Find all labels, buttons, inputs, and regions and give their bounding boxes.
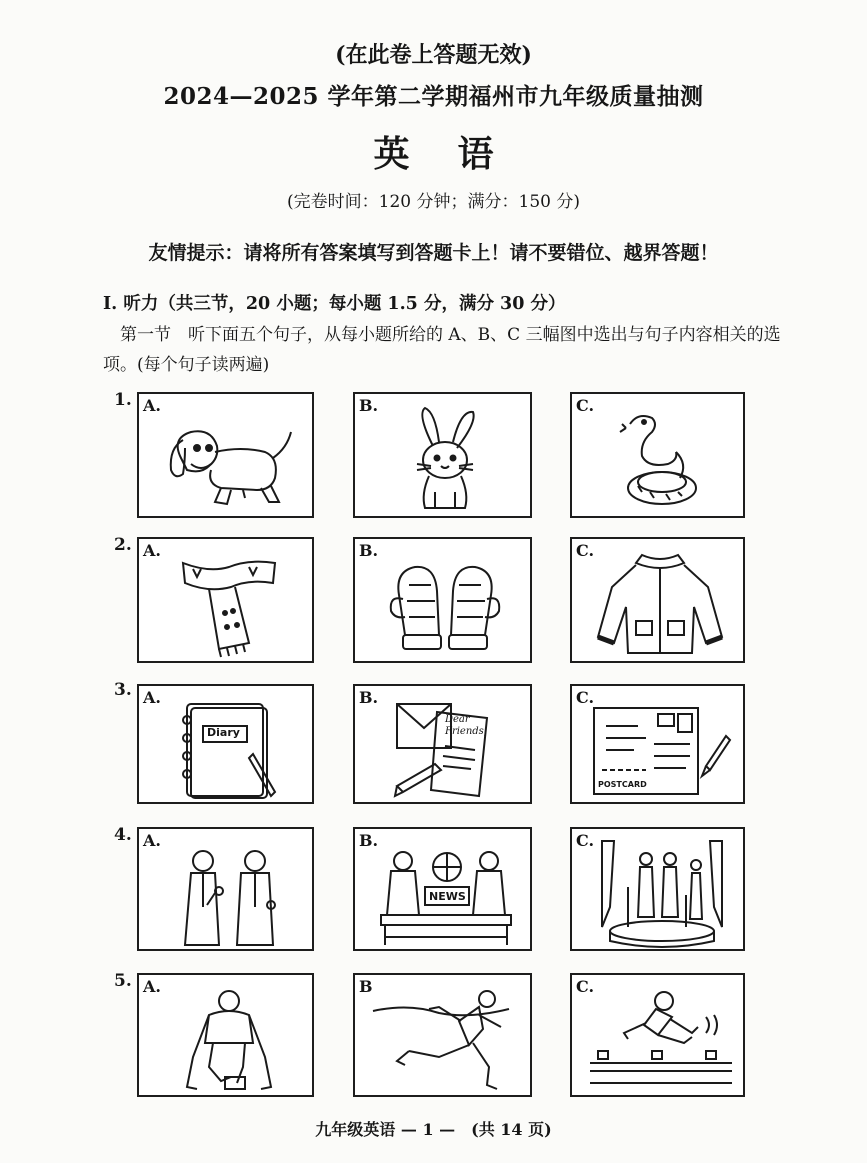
option-box[interactable]: [570, 827, 745, 951]
option-box[interactable]: [137, 827, 314, 951]
option-box[interactable]: [353, 537, 532, 663]
runner-finish-icon: [369, 985, 519, 1095]
diary-label: Diary: [207, 726, 240, 739]
option-label: C.: [576, 977, 595, 996]
invalid-notice: (在此卷上答题无效): [335, 42, 532, 68]
exam-info: (完卷时间：120 分钟；满分：150 分): [287, 192, 580, 212]
option-label: A.: [143, 396, 161, 415]
page-footer: 九年级英语 — 1 — (共 14 页): [315, 1120, 552, 1139]
option-box[interactable]: [137, 973, 314, 1097]
option-box[interactable]: [353, 684, 532, 804]
question-number: 5.: [114, 971, 132, 991]
news-sign: NEWS: [429, 890, 466, 903]
option-label: A.: [143, 541, 161, 560]
stage-icon: [598, 837, 726, 949]
option-label: A.: [143, 688, 161, 707]
option-label: C.: [576, 541, 595, 560]
option-label: B.: [359, 831, 379, 850]
option-box[interactable]: [570, 537, 745, 663]
friendly-tip: 友情提示：请将所有答案填写到答题卡上！请不要错位、越界答题！: [148, 242, 719, 264]
sprinter-start-icon: [173, 987, 285, 1095]
option-label: B.: [359, 541, 379, 560]
option-box[interactable]: [137, 392, 314, 518]
long-jump-icon: [588, 987, 734, 1091]
option-box[interactable]: [570, 392, 745, 518]
question-number: 2.: [114, 535, 132, 555]
letter-icon: [391, 696, 501, 800]
option-box[interactable]: [353, 827, 532, 951]
newsroom-icon: [377, 845, 515, 949]
option-label: B.: [359, 688, 379, 707]
option-label: C.: [576, 831, 595, 850]
mittens-icon: [385, 555, 505, 655]
snake-icon: [618, 408, 708, 512]
option-box[interactable]: [570, 684, 745, 804]
postcard-label: POSTCARD: [598, 780, 647, 789]
option-label: C.: [576, 688, 595, 707]
interview-icon: [175, 847, 285, 947]
option-label: A.: [143, 831, 161, 850]
option-label: B: [359, 977, 373, 996]
option-label: A.: [143, 977, 161, 996]
option-box[interactable]: [570, 973, 745, 1097]
subject-title: 英语: [373, 133, 542, 175]
rabbit-icon: [395, 404, 495, 514]
option-box[interactable]: [137, 537, 314, 663]
option-label: B.: [359, 396, 379, 415]
part1-instruction: 第一节 听下面五个句子，从每小题所给的 A、B、C 三幅图中选出与句子内容相关的选项。(每个句子读两遍): [103, 325, 781, 375]
option-box[interactable]: [137, 684, 314, 804]
option-label: C.: [576, 396, 595, 415]
question-number: 1.: [114, 390, 132, 410]
section-heading: I. 听力（共三节，20 小题；每小题 1.5 分，满分 30 分）: [103, 294, 566, 314]
exam-title: 2024—2025 学年第二学期福州市九年级质量抽测: [163, 83, 704, 110]
scarf-icon: [179, 553, 279, 659]
diary-icon: [177, 700, 287, 800]
question-number: 4.: [114, 825, 132, 845]
postcard-icon: [590, 700, 738, 800]
puppy-icon: [161, 418, 295, 510]
question-number: 3.: [114, 680, 132, 700]
letter-greeting: Dear Friends,: [445, 714, 487, 737]
option-box[interactable]: [353, 392, 532, 518]
jacket-icon: [592, 547, 728, 659]
option-box[interactable]: [353, 973, 532, 1097]
